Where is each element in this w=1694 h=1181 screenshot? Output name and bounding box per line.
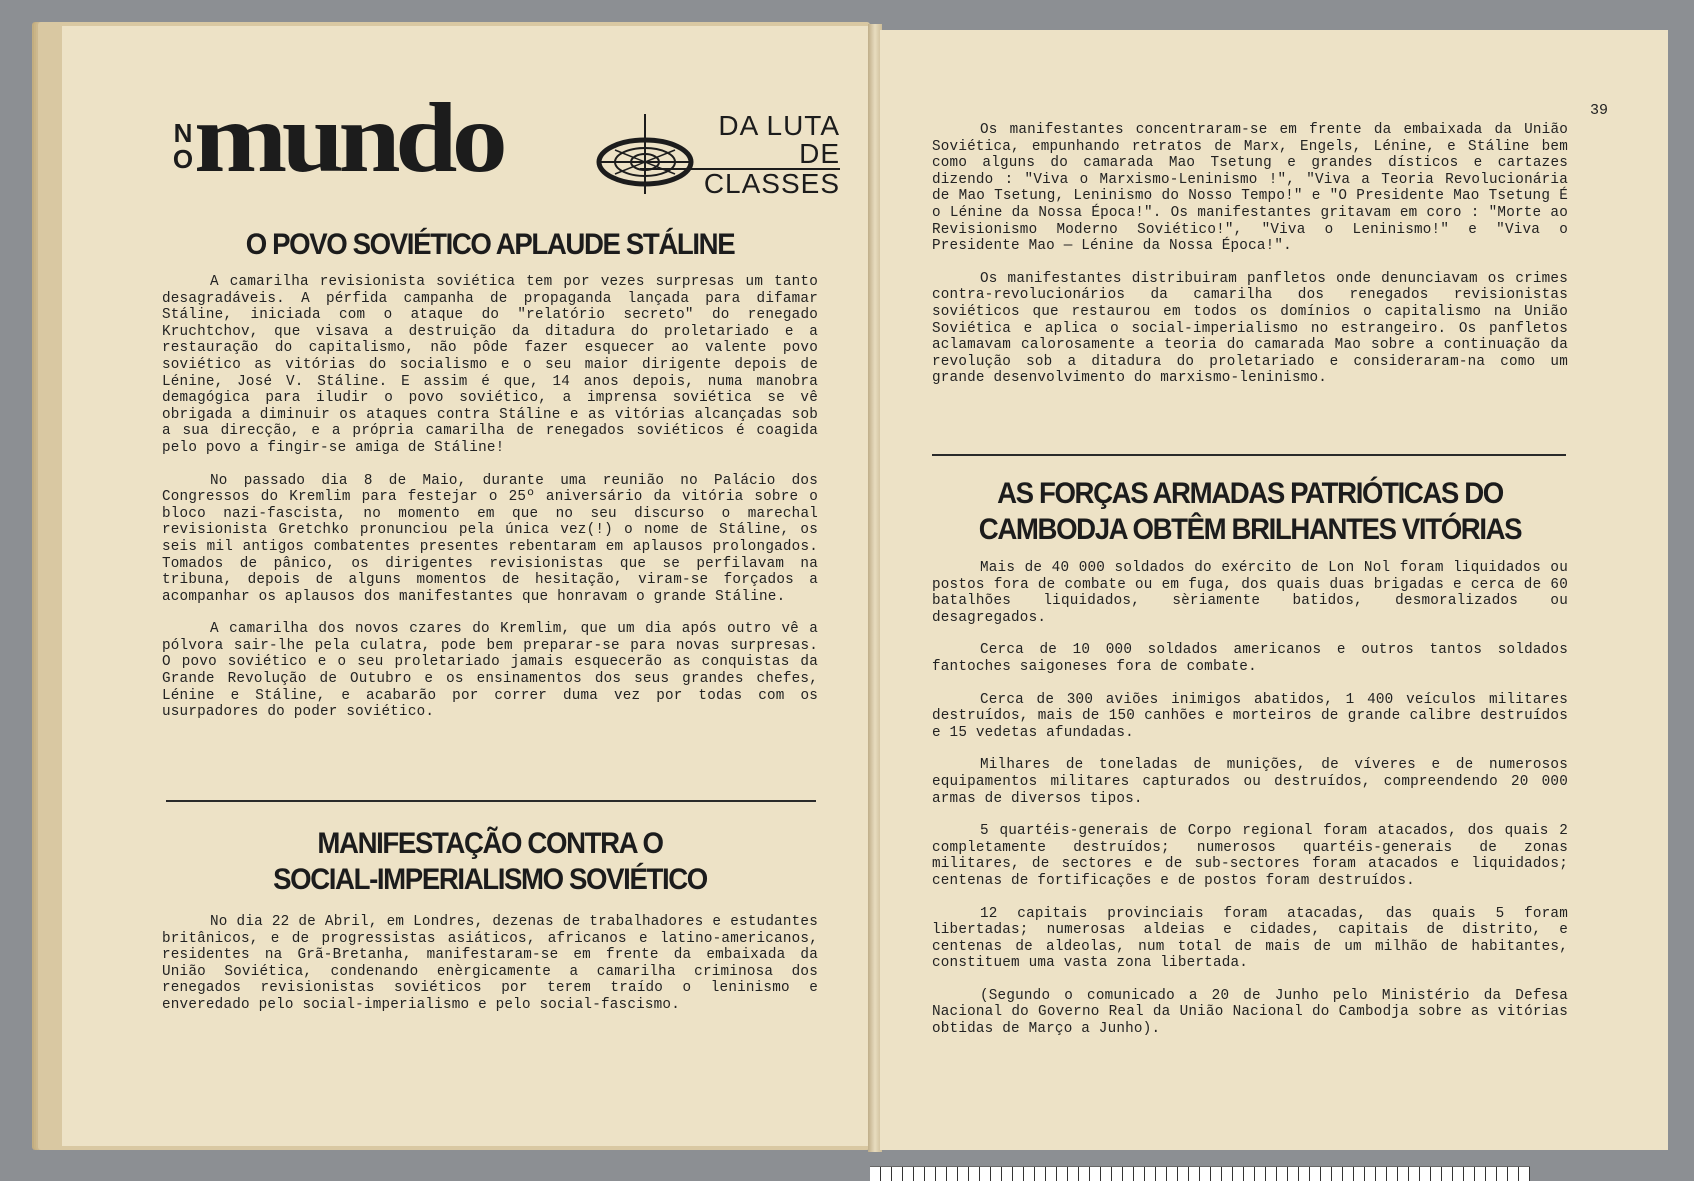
paragraph: 5 quartéis-generais de Corpo regional foram atacados, dos quais 2 completamente destruídos; numerosos quartéis-generais de zonas militares, de sectores e de sub-sectores foram atacados e liquidados; centenas de fortificações e de postos foram destruídos. [932, 823, 1568, 889]
article-cambodja [932, 476, 1568, 1054]
paragraph: No passado dia 8 de Maio, durante uma reunião no Palácio dos Congressos do Kremlim para festejar o 25º aniversário da vitória sobre o bloco nazi-fascista, no momento em que no seu discurso o marechal revisionista Gretchko pronunciou pela única vez(!) o nome de Stáline, os seis mil antigos combatentes presentes rebentaram em aplausos prolongados. Tomados de pânico, os dirigentes revisionistas que se perfilavam na tribuna, depois de alguns momentos de hesitação, viram-se forçados a acompanhar os aplausos dos manifestantes que honravam o grande Stáline. [162, 472, 818, 605]
article-manifestacao [162, 826, 818, 1030]
article-body [162, 914, 818, 1014]
page-number: 39 [1589, 102, 1608, 119]
paragraph: No dia 22 de Abril, em Londres, dezenas de trabalhadores e estudantes britânicos, e de progressistas asiáticos, africanos e latino-americanos, residentes na Grã-Bretanha, manifestaram-se em frente da embaixada da União Soviética, condenando enèrgicamente a camarilha criminosa dos renegados revisionistas soviéticos por terem traído o leninismo e enveredado pelo social-imperialismo e pelo social-fascismo. [162, 914, 818, 1013]
scale-ruler [870, 1166, 1530, 1181]
masthead-logo [170, 82, 840, 214]
paragraph: Cerca de 300 aviões inimigos abatidos, 1 400 veículos militares destruídos, mais de 150 canhões e morteiros de grande calibre destruídos e 15 vedetas afundadas. [932, 691, 1568, 741]
paragraph: Milhares de toneladas de munições, de víveres e de numerosos equipamentos militares capturados ou destruídos, compreendendo 20 000 armas de diversos tipos. [932, 757, 1568, 807]
paragraph: Mais de 40 000 soldados do exército de Lon Nol foram liquidados ou postos fora de combate ou em fuga, dos quais duas brigadas e cerca de 60 batalhões liquidados, sèriamente batidos, desmoralizados ou desagregados. [932, 560, 1568, 626]
article-body [932, 560, 1568, 1038]
paragraph: Os manifestantes distribuiram panfletos onde denunciavam os crimes contra-revolucionários da camarilha dos renegados revisionistas soviéticos que restaurou em todos os domínios o capitalismo na União Soviética e aplica o social-imperialismo no estrangeiro. Os panfletos aclamavam calorosamente a teoria do camarada Mao sobre a continuação da revolução sob a ditadura do proletariado e consideraram-na como um grande desenvolvimento do marxismo-leninismo. [932, 270, 1568, 387]
logo-no: N O [172, 118, 194, 174]
article-body [932, 122, 1568, 387]
paragraph: Cerca de 10 000 soldados americanos e outros tantos soldados fantoches saigoneses fora de combate. [932, 642, 1568, 675]
article-body [162, 274, 818, 721]
article-continuation [932, 122, 1568, 403]
right-page [880, 30, 1668, 1150]
article-title-line2: SOCIAL-IMPERIALISMO SOVIÉTICO [273, 863, 707, 896]
article-title-line1: MANIFESTAÇÃO CONTRA O [317, 827, 663, 860]
paragraph: A camarilha revisionista soviética tem por vezes surpresas um tanto desagradáveis. A pérfida campanha de propaganda lançada para difamar Stáline, iniciada com o ataque do "relatório secreto" do renegado Kruchtchov, que visava a destruição da ditadura do proletariado e a restauração do capitalismo, não pôde fazer esquecer ao valente povo soviético as vitórias do socialismo e o seu maior dirigente depois de Lénine, José V. Stáline. E assim é que, 14 anos depois, numa manobra demagógica para iludir o povo soviético, a imprensa soviética se vê obrigada a diminuir os ataques contra Stáline e as vitórias alcançadas sob a sua direcção, e a própria camarilha de renegados soviéticos é coagida pelo povo a fingir-se amiga de Stáline! [162, 274, 818, 456]
logo-classes: CLASSES [703, 168, 840, 199]
left-page [62, 26, 870, 1146]
article-title: O POVO SOVIÉTICO APLAUDE STÁLINE [245, 228, 735, 261]
article-title-line2: CAMBODJA OBTÊM BRILHANTES VITÓRIAS [978, 513, 1522, 546]
paragraph: Os manifestantes concentraram-se em frente da embaixada da União Soviética, empunhando retratos de Marx, Engels, Lénine, e Stáline bem como alguns do camarada Mao Tsetung e grandes dísticos e cartazes dizendo : "Viva o Marxismo-Leninismo !", "Viva a Teoria Revolucionária de Mao Tsetung, Leninismo do Nosso Tempo!" e "O Presidente Mao Tsetung É o Lénine da Nossa Época!". Os manifestantes gritavam em coro : "Morte ao Revisionismo Moderno Soviético!", "Viva o Leninismo!" e "Viva o Presidente Mao — Lénine da Nossa Época!". [932, 122, 1568, 255]
logo-da-luta: DA LUTA [718, 110, 840, 141]
logo-da-luta-de-classes [700, 112, 840, 198]
article-povo-sovietico [162, 228, 818, 737]
paragraph: 12 capitais provinciais foram atacadas, das quais 5 foram libertadas; numerosas aldeias e cidades, capitais de distrito, e centenas de aldeolas, num total de mais de um milhão de habitantes, constituem uma vasta zona libertada. [932, 905, 1568, 972]
divider [932, 454, 1566, 456]
article-title-line1: AS FORÇAS ARMADAS PATRIÓTICAS DO [997, 477, 1503, 510]
logo-mundo: mundo [194, 82, 503, 193]
paragraph: A camarilha dos novos czares do Kremlim, que um dia após outro vê a pólvora sair-lhe pela culatra, pode bem preparar-se para novas surpresas. O povo soviético e o seu proletariado jamais esquecerão as conquistas da Grande Revolução de Outubro e os ensinamentos dos seus grandes chefes, Lénine e Stáline, e acabarão por correr duma vez por todas com os usurpadores do poder soviético. [162, 621, 818, 721]
divider [166, 800, 816, 802]
paragraph: (Segundo o comunicado a 20 de Junho pelo Ministério da Defesa Nacional do Governo Real da União Nacional do Cambodja sobre as vitórias obtidas de Março a Junho). [932, 987, 1568, 1038]
logo-de: DE [640, 140, 840, 170]
